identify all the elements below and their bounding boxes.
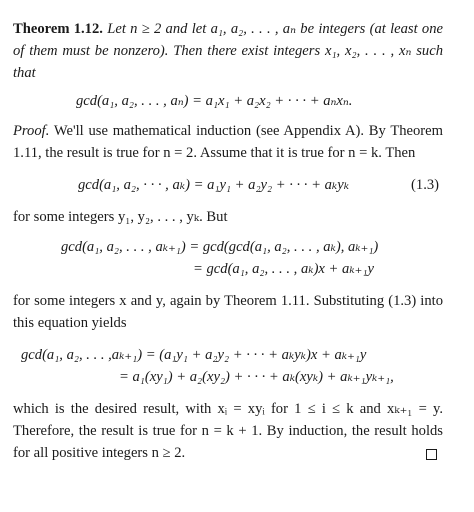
equation-but xyxy=(13,236,443,280)
theorem-equation-text: gcd(a₁, a₂, . . . , aₙ) = a₁x₁ + a₂x₂ + · · · + aₙxₙ. xyxy=(76,93,353,109)
equation-final xyxy=(13,344,443,388)
proof-label: Proof. xyxy=(13,123,50,139)
equation-1-3-text: gcd(a₁, a₂, · · · , aₖ) = a₁y₁ + a₂y₂ + · · · + aₖyₖ xyxy=(78,177,350,193)
theorem-statement: Let n ≥ 2 and let a₁, a₂, . . . , aₙ be integers (at least one of them must be nonzero). Then there exist integers x₁, x₂, . . . , xₙ such that xyxy=(13,21,444,81)
equation-but-line1: gcd(a₁, a₂, . . . , aₖ₊₁) = gcd(gcd(a₁, a₂, . . . , aₖ), aₖ₊₁) xyxy=(61,239,379,255)
proof-paragraph xyxy=(13,120,443,164)
qed-square-icon xyxy=(426,449,437,460)
proof-intro: We'll use mathematical induction (see Appendix A). By Theorem 1.11, the result is true for n = 2. Assume that it is true for n = k. Then xyxy=(13,123,443,161)
equation-1-3 xyxy=(13,174,443,196)
paragraph-substituting: for some integers x and y, again by Theorem 1.11. Substituting (1.3) into this equation yields xyxy=(13,293,443,331)
theorem-equation xyxy=(13,90,443,112)
equation-final-line1: gcd(a₁, a₂, . . . ,aₖ₊₁) = (a₁y₁ + a₂y₂ + · · · + aₖyₖ)x + aₖ₊₁y xyxy=(21,347,367,363)
theorem-label: Theorem 1.12. xyxy=(13,21,103,37)
page xyxy=(13,18,443,464)
theorem-paragraph xyxy=(13,18,443,84)
paragraph-some-integers-y: for some integers y₁, y₂, . . . , yₖ. But xyxy=(13,209,228,225)
conclusion-block xyxy=(13,398,443,464)
equation-number: (1.3) xyxy=(411,177,439,193)
conclusion-paragraph: which is the desired result, with xᵢ = xyᵢ for 1 ≤ i ≤ k and xₖ₊₁ = y. Therefore, the result is true for n = k + 1. By induction, the result holds for all positive integers n ≥ 2. xyxy=(13,401,443,461)
equation-but-line2: = gcd(a₁, a₂, . . . , aₖ)x + aₖ₊₁y xyxy=(193,261,374,277)
equation-final-line2: = a₁(xy₁) + a₂(xy₂) + · · · + aₖ(xyₖ) + aₖ₊₁yₖ₊₁, xyxy=(119,369,394,385)
